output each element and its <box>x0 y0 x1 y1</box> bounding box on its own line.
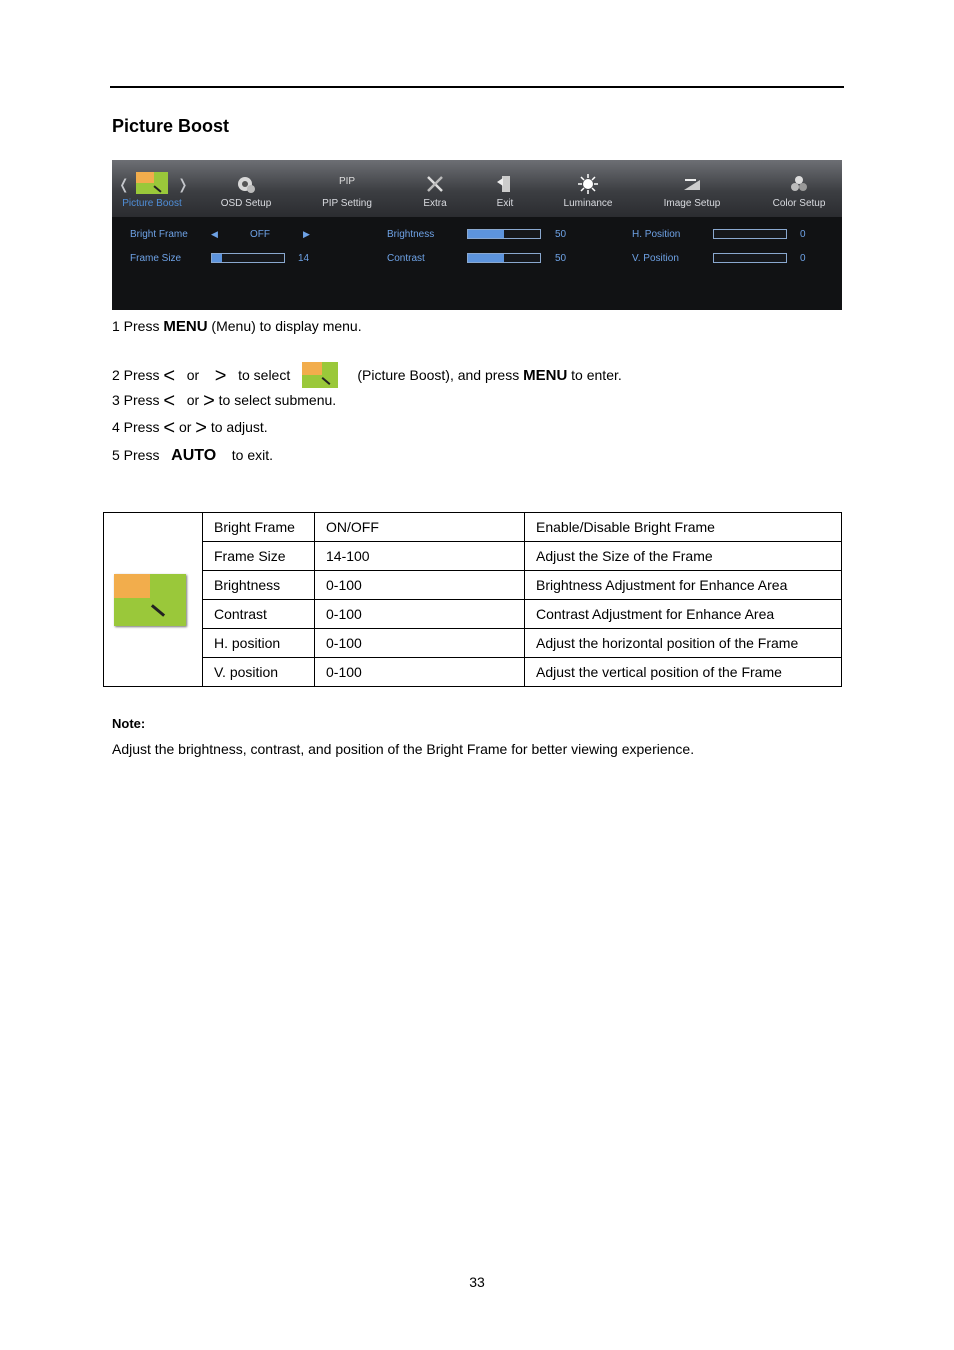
image-setup-icon <box>682 174 702 194</box>
picture-boost-icon <box>302 362 338 388</box>
step-5: 5 Press AUTO to exit. <box>112 447 273 464</box>
osd-item-brightness[interactable]: Brightness <box>387 229 435 240</box>
table-icon-cell <box>104 513 203 687</box>
osd-item-bright-frame[interactable]: Bright Frame <box>130 229 188 240</box>
table-row: H. position 0-100 Adjust the horizontal position of the Frame <box>104 629 842 658</box>
osd-value-frame-size: 14 <box>298 253 310 264</box>
osd-setup-icon <box>236 174 256 194</box>
osd-value-v-position: 0 <box>800 253 806 264</box>
header-rule <box>110 86 844 88</box>
extra-tools-icon <box>425 174 445 194</box>
osd-value-bright-frame: OFF <box>250 229 270 240</box>
tab-osd-setup[interactable]: OSD Setup <box>206 160 286 217</box>
menu-key-label: MENU <box>163 318 208 335</box>
picture-boost-table <box>103 512 842 687</box>
chevron-left-icon: < <box>163 365 176 387</box>
chevron-right-icon: > <box>203 390 215 412</box>
step-2: 2 Press < or > to select (Picture Boost), and press MENU to enter. <box>112 362 622 388</box>
section-title: Picture Boost <box>112 116 230 136</box>
osd-tab-bar <box>112 160 842 217</box>
tab-image-setup[interactable]: Image Setup <box>652 160 732 217</box>
osd-item-v-position[interactable]: V. Position <box>632 253 679 264</box>
menu-key-label: MENU <box>523 367 568 384</box>
table-row: V. position 0-100 Adjust the vertical position of the Frame <box>104 658 842 687</box>
osd-value-contrast: 50 <box>555 253 567 264</box>
step-3: 3 Press < or > to select submenu. <box>112 390 337 412</box>
picture-boost-icon <box>114 574 186 626</box>
note-heading: Note: <box>112 716 146 731</box>
color-setup-icon <box>789 174 809 194</box>
triangle-right-icon[interactable]: ▶ <box>303 229 310 239</box>
tab-luminance[interactable]: Luminance <box>548 160 628 217</box>
osd-value-h-position: 0 <box>800 229 806 240</box>
tab-color-setup[interactable]: Color Setup <box>762 160 836 217</box>
osd-item-contrast[interactable]: Contrast <box>387 253 425 264</box>
page-number: 33 <box>469 1274 485 1290</box>
step-4: 4 Press < or > to adjust. <box>112 417 268 439</box>
chevron-right-icon: > <box>195 417 207 439</box>
table-row: Contrast 0-100 Contrast Adjustment for Enhance Area <box>104 600 842 629</box>
exit-icon <box>495 174 515 194</box>
auto-key-label: AUTO <box>171 447 217 464</box>
v-position-bar[interactable] <box>713 253 787 263</box>
chevron-left-icon: < <box>163 417 176 439</box>
tab-extra[interactable]: Extra <box>400 160 470 217</box>
table-row: Frame Size 14-100 Adjust the Size of the Frame <box>104 542 842 571</box>
chevron-right-icon: > <box>214 365 227 387</box>
tab-exit[interactable]: Exit <box>470 160 540 217</box>
table-row: Brightness 0-100 Brightness Adjustment for Enhance Area <box>104 571 842 600</box>
brightness-bar[interactable] <box>467 229 541 239</box>
h-position-bar[interactable] <box>713 229 787 239</box>
osd-item-frame-size[interactable]: Frame Size <box>130 253 182 264</box>
chevron-right-icon: ❭ <box>177 176 189 192</box>
picture-boost-icon <box>136 172 168 194</box>
osd-value-brightness: 50 <box>555 229 567 240</box>
luminance-icon <box>578 174 598 194</box>
step-1: 1 Press MENU (Menu) to display menu. <box>112 318 362 335</box>
note-text: Adjust the brightness, contrast, and position of the Bright Frame for better viewing experience. <box>112 741 695 757</box>
tab-picture-boost[interactable]: Picture Boost <box>112 160 192 217</box>
frame-size-bar[interactable] <box>211 253 285 263</box>
osd-menu-screenshot <box>112 160 842 310</box>
table-row: Bright Frame ON/OFF Enable/Disable Bright Frame <box>104 513 842 542</box>
chevron-left-icon: < <box>163 390 176 412</box>
triangle-left-icon[interactable]: ◀ <box>211 229 218 239</box>
osd-item-h-position[interactable]: H. Position <box>632 229 681 240</box>
tab-pip-setting[interactable]: PIP PIP Setting <box>322 176 372 209</box>
pip-icon: PIP <box>338 176 356 187</box>
chevron-left-icon: ❬ <box>118 176 130 192</box>
contrast-bar[interactable] <box>467 253 541 263</box>
